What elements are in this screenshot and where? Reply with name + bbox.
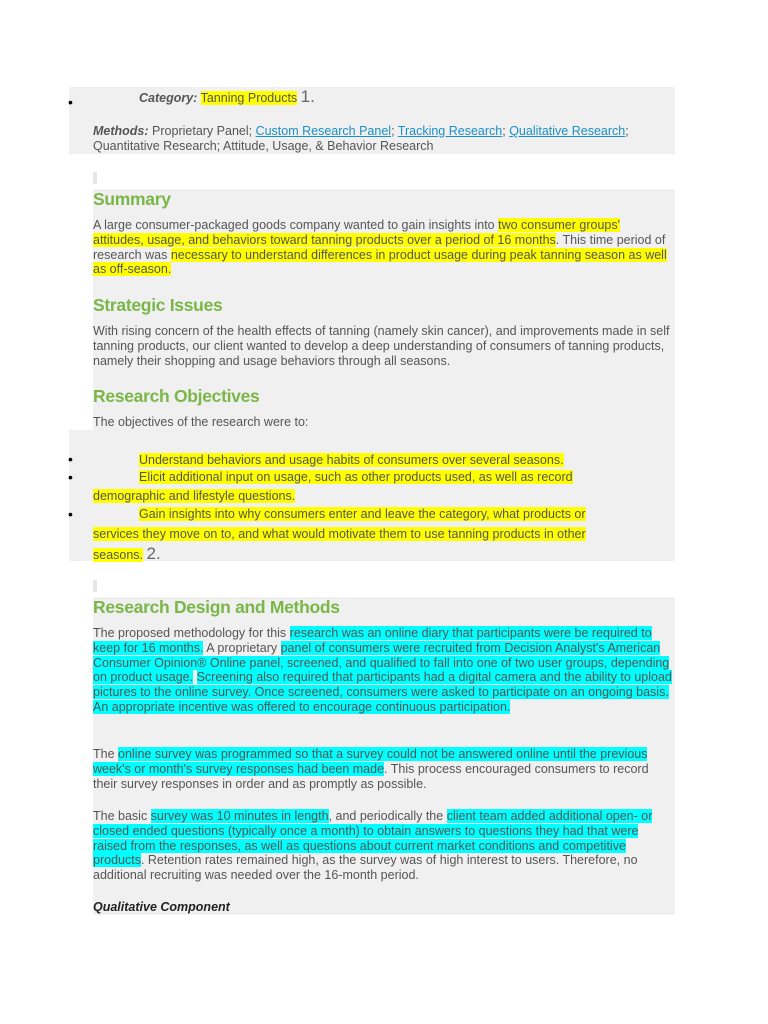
design-heading: Research Design and Methods <box>93 597 340 617</box>
strategic-text: With rising concern of the health effects of tanning (namely skin cancer), and improvements made in self tanning products, our client wanted to develop a deep understanding of consumers of tanning products, namely their shopping and usage behaviors through all seasons. <box>93 324 670 368</box>
summary-heading: Summary <box>93 189 171 209</box>
highlight: necessary to understand differences in product usage during peak tanning season as well as off-season. <box>93 247 667 277</box>
bullet-icon: • <box>68 506 73 522</box>
design-paragraph-1: The proposed methodology for this research was an online diary that participants were be required to keep for 16 months. A proprietary panel of consumers were recruited from Decision Analyst's American Consumer Opinion® Online panel, screened, and qualified to fall into one of two user groups, depending on product usage. Screening also required that participants had a digital camera and the ability to upload pictures to the online survey. Once screened, consumers were asked to participate on an ongoing basis. An appropriate incentive was offered to encourage continuous participation. <box>93 626 672 714</box>
design-paragraph-3: The basic survey was 10 minutes in length, and periodically the client team added additional open- or closed ended questions (typically once a month) to obtain answers to questions they had that were raised from the responses, as well as questions about current market conditions and competitive products. Retention rates remained high, as the survey was of high interest to users. Therefore, no additional recruiting was needed over the 16-month period. <box>93 809 653 883</box>
section-marker <box>93 172 97 184</box>
category-line <box>139 87 659 106</box>
methods-label: Methods: <box>93 124 149 138</box>
link-custom-research-panel[interactable]: Custom Research Panel <box>255 124 392 138</box>
objectives-heading: Research Objectives <box>93 386 260 406</box>
strategic-heading: Strategic Issues <box>93 295 223 315</box>
design-paragraph-2: The online survey was programmed so that a survey could not be answered online until the previous week's or month's survey responses had been made. This process encouraged consumers to record their survey responses in order and as promptly as possible. <box>93 747 649 791</box>
section-marker <box>93 580 97 592</box>
link-qualitative-research[interactable]: Qualitative Research <box>509 124 626 138</box>
qualitative-subheading: Qualitative Component <box>93 900 230 914</box>
highlight: research was an online diary that participants were be required to keep for 16 months. <box>93 626 652 655</box>
link-tracking-research[interactable]: Tracking Research <box>397 124 503 138</box>
category-value: Tanning Products <box>200 91 298 105</box>
highlight: two consumer groups' attitudes, usage, and behaviors toward tanning products over a period of 16 months <box>93 218 620 247</box>
summary-text: A large consumer-packaged goods company wanted to gain insights into two consumer groups' attitudes, usage, and behaviors toward tanning products over a period of 16 months. This time period of research was necessary to understand differences in product usage during peak tanning season as well as off-season. <box>93 218 667 277</box>
bullet-icon: • <box>68 469 73 485</box>
highlight: Screening also required that participants had a digital camera and the ability to upload pictures to the online survey. Once screened, consumers were asked to participate on an ongoing basis. An appropriate incentive was offered to encourage continuous participation. <box>93 670 672 714</box>
objective-item: Gain insights into why consumers enter and leave the category, what products or services they move on to, and what would motivate them to use tanning products in other seasons. 2. <box>93 507 586 563</box>
method-proprietary-panel: Proprietary Panel <box>152 124 249 138</box>
objectives-number: 2. <box>146 544 161 563</box>
highlight: client team added additional open- or closed ended questions (typically once a month) to obtain answers to questions they had that were raised from the responses, as well as questions about current market conditions and competitive products <box>93 809 653 868</box>
bullet-icon: • <box>68 451 73 467</box>
highlight: survey was 10 minutes in length <box>150 809 329 823</box>
highlight: panel of consumers were recruited from Decision Analyst's American Consumer Opinion® Online panel, screened, and qualified to fall into one of two user groups, depending on product usage. <box>93 640 670 685</box>
objectives-intro: The objectives of the research were to: <box>93 415 309 429</box>
methods-line: Methods: Proprietary Panel; Custom Research Panel; Tracking Research; Qualitative Research; Quantitative Research; Attitude, Usage, & Behavior Research <box>93 124 629 153</box>
category-number: 1. <box>300 87 315 106</box>
bullet-icon: • <box>68 94 73 110</box>
category-label: Category: <box>139 91 198 105</box>
objective-item: Understand behaviors and usage habits of consumers over several seasons. <box>139 453 564 467</box>
objective-item: Elicit additional input on usage, such as other products used, as well as record demographic and lifestyle questions. <box>93 470 573 503</box>
method-quantitative-research: Quantitative Research <box>93 138 217 153</box>
highlight: online survey was programmed so that a survey could not be answered online until the previous week's or month's survey responses had been made <box>93 747 648 776</box>
method-attitude-usage: Attitude, Usage, & Behavior Research <box>222 138 434 153</box>
